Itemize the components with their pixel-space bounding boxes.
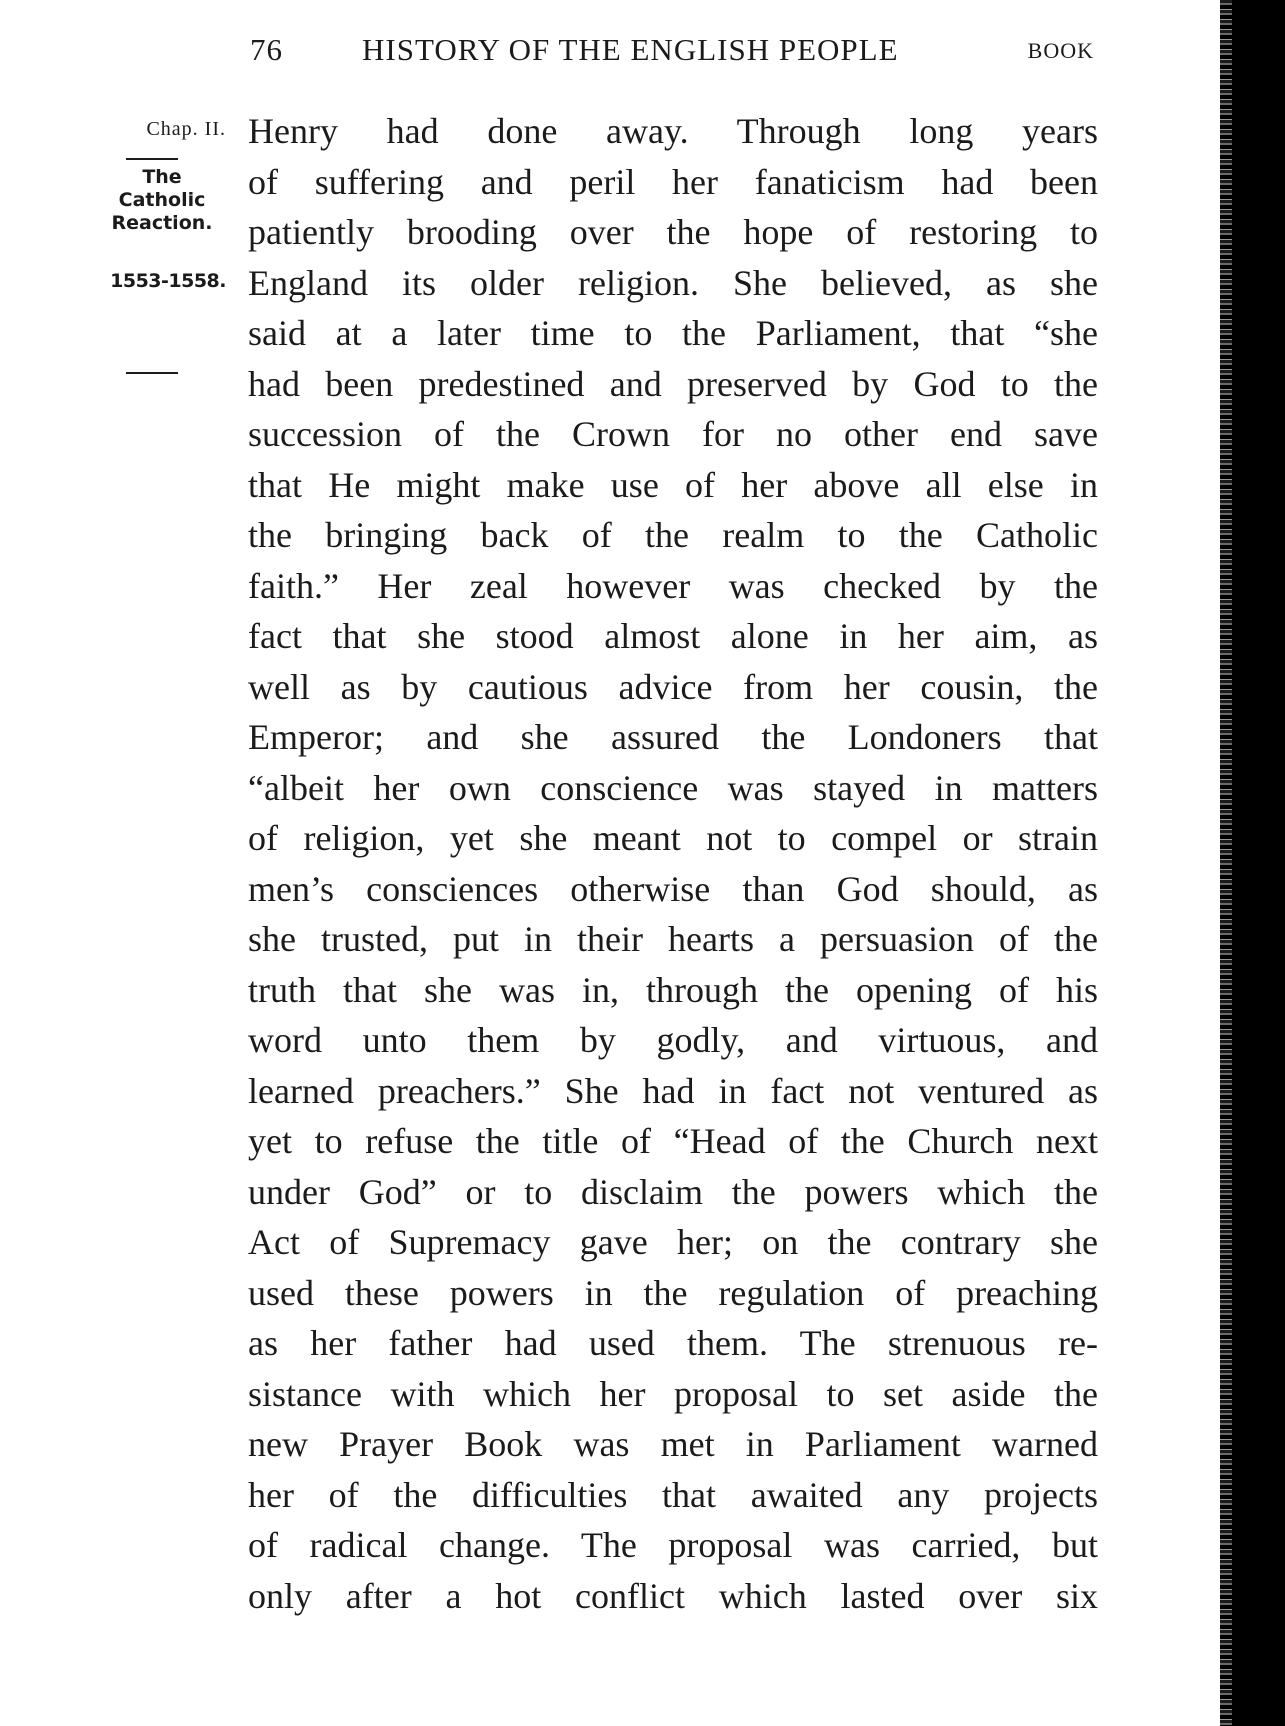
text-line: that He might make use of her above all else in [248, 464, 1098, 505]
text-line: of religion, yet she meant not to compel or strain [248, 818, 1098, 858]
text-line: her of the difficulties that awaited any projects [248, 1474, 1098, 1515]
section-note-line: The [142, 166, 182, 188]
note-divider [126, 372, 178, 374]
text-line: patiently brooding over the hope of restoring to [248, 212, 1098, 252]
text-line: fact that she stood almost alone in her aim, as [248, 616, 1098, 656]
text-line: England its older religion. She believed, as she [248, 262, 1098, 303]
scan-edge [1232, 0, 1285, 1726]
text-line: new Prayer Book was met in Parliament warned [248, 1424, 1098, 1464]
book-label: BOOK [1027, 38, 1094, 63]
page-number: 76 [250, 32, 283, 67]
text-line: of suffering and peril her fanaticism had been [248, 161, 1098, 202]
text-line: of radical change. The proposal was carried, but [248, 1525, 1098, 1565]
section-note-line: Reaction. [111, 212, 213, 234]
text-line: as her father had used them. The strenuous re- [248, 1323, 1098, 1363]
running-title: HISTORY OF THE ENGLISH PEOPLE [362, 32, 899, 67]
text-line: had been predestined and preserved by God to the [248, 363, 1098, 404]
text-line: used these powers in the regulation of preaching [248, 1272, 1098, 1313]
text-line: well as by cautious advice from her cousin, the [248, 666, 1098, 707]
section-note-line: Catholic [118, 189, 206, 211]
text-line: Act of Supremacy gave her; on the contrary she [248, 1222, 1098, 1262]
text-line: yet to refuse the title of “Head of the Church next [248, 1121, 1098, 1161]
text-line: under God” or to disclaim the powers which the [248, 1171, 1098, 1212]
text-line: the bringing back of the realm to the Catholic [248, 515, 1098, 555]
text-line: only after a hot conflict which lasted over six [248, 1575, 1098, 1616]
chapter-note: Chap. II. [146, 118, 226, 140]
text-line: Emperor; and she assured the Londoners that [248, 717, 1098, 757]
text-line: learned preachers.” She had in fact not ventured as [248, 1070, 1098, 1111]
text-line: faith.” Her zeal however was checked by the [248, 565, 1098, 606]
body-text [248, 106, 1098, 1621]
text-line: truth that she was in, through the opening of his [248, 969, 1098, 1010]
note-divider [126, 158, 178, 160]
running-header [240, 28, 1100, 72]
text-line: she trusted, put in their hearts a persuasion of the [248, 919, 1098, 959]
text-line: “albeit her own conscience was stayed in matters [248, 767, 1098, 808]
text-line: sistance with which her proposal to set aside the [248, 1373, 1098, 1414]
date-range-note: 1553-1558. [110, 270, 226, 292]
section-note [98, 166, 226, 235]
text-line: said at a later time to the Parliament, that “she [248, 313, 1098, 353]
text-line: succession of the Crown for no other end save [248, 414, 1098, 454]
text-line: word unto them by godly, and virtuous, and [248, 1020, 1098, 1060]
text-line: Henry had done away. Through long years [248, 111, 1098, 151]
text-line: men’s consciences otherwise than God should, as [248, 868, 1098, 909]
